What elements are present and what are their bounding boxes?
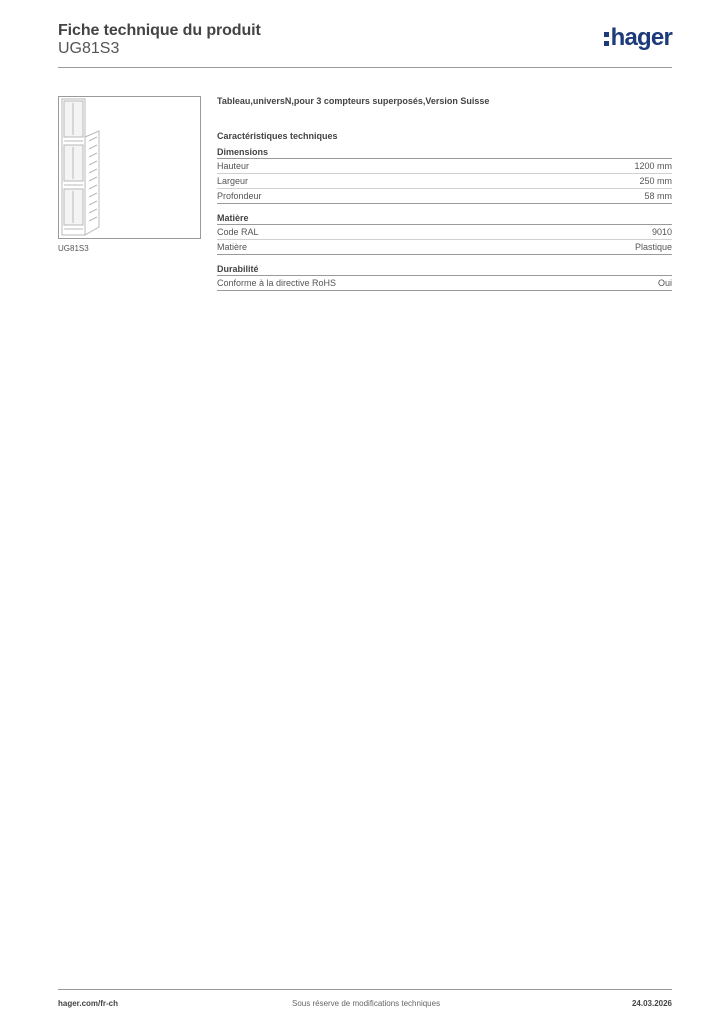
spec-label: Code RAL bbox=[217, 227, 259, 237]
document-title: Fiche technique du produit bbox=[58, 22, 261, 39]
group-title: Durabilité bbox=[217, 264, 672, 276]
page-header bbox=[58, 20, 672, 68]
footer-website-link[interactable]: hager.com/fr-ch bbox=[58, 999, 119, 1008]
product-description: Tableau,universN,pour 3 compteurs superposés,Version Suisse bbox=[217, 96, 490, 106]
spec-value: 9010 bbox=[651, 227, 672, 237]
spec-label: Largeur bbox=[217, 176, 249, 186]
product-image bbox=[58, 96, 201, 239]
spec-row bbox=[217, 240, 672, 255]
group-title: Matière bbox=[217, 213, 672, 225]
spec-group-durability bbox=[217, 264, 672, 291]
spec-group-dimensions bbox=[217, 147, 672, 204]
logo-dots-icon bbox=[604, 32, 609, 46]
spec-row bbox=[217, 174, 672, 189]
spec-group-material bbox=[217, 213, 672, 255]
specs-section-title: Caractéristiques techniques bbox=[217, 131, 338, 141]
spec-label: Matière bbox=[217, 242, 248, 252]
product-code: UG81S3 bbox=[58, 40, 120, 57]
image-caption: UG81S3 bbox=[58, 244, 89, 253]
spec-value: 58 mm bbox=[644, 191, 672, 201]
spec-label: Hauteur bbox=[217, 161, 250, 171]
page-footer bbox=[58, 989, 672, 1011]
spec-value: Plastique bbox=[634, 242, 672, 252]
spec-row bbox=[217, 189, 672, 204]
footer-notice: Sous réserve de modifications techniques bbox=[292, 999, 441, 1008]
spec-value: 250 mm bbox=[639, 176, 672, 186]
spec-row bbox=[217, 159, 672, 174]
spec-value: Oui bbox=[657, 278, 672, 288]
hager-logo bbox=[604, 26, 672, 50]
enclosure-drawing bbox=[59, 97, 200, 238]
footer-date: 24.03.2026 bbox=[631, 999, 672, 1008]
spec-label: Conforme à la directive RoHS bbox=[217, 278, 337, 288]
logo-word: hager bbox=[610, 24, 672, 51]
group-title: Dimensions bbox=[217, 147, 672, 159]
spec-label: Profondeur bbox=[217, 191, 262, 201]
spec-row bbox=[217, 225, 672, 240]
product-content bbox=[217, 96, 672, 291]
spec-value: 1200 mm bbox=[634, 161, 672, 171]
spec-row bbox=[217, 276, 672, 291]
